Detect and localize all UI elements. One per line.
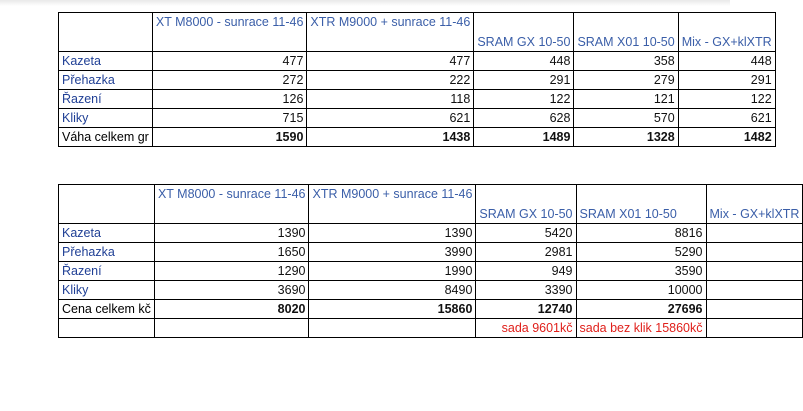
value-cell: 621 — [307, 109, 474, 128]
total-value: 1438 — [307, 128, 474, 147]
value-cell: 2981 — [476, 243, 576, 262]
total-value: 8020 — [154, 300, 309, 319]
total-value: 27696 — [576, 300, 706, 319]
total-label: Váha celkem gr — [59, 128, 153, 147]
table-row — [59, 90, 776, 109]
value-cell: 8816 — [576, 224, 706, 243]
note-cell — [154, 319, 309, 338]
value-cell: 477 — [152, 52, 307, 71]
value-cell: 118 — [307, 90, 474, 109]
value-cell: 448 — [678, 52, 775, 71]
value-cell: 5420 — [476, 224, 576, 243]
table-row — [59, 281, 803, 300]
table-row — [59, 243, 803, 262]
note-cell — [706, 319, 803, 338]
row-label: Přehazka — [59, 71, 153, 90]
value-cell: 126 — [152, 90, 307, 109]
header-cell-sram-x01: SRAM X01 10-50 — [574, 13, 678, 52]
total-value: 12740 — [476, 300, 576, 319]
value-cell: 279 — [574, 71, 678, 90]
value-cell: 1290 — [154, 262, 309, 281]
row-label: Řazení — [59, 90, 153, 109]
total-row — [59, 300, 803, 319]
notes-row — [59, 319, 803, 338]
value-cell: 358 — [574, 52, 678, 71]
value-cell — [706, 262, 803, 281]
total-label: Cena celkem kč — [59, 300, 155, 319]
total-value — [706, 300, 803, 319]
value-cell — [706, 281, 803, 300]
row-label: Kazeta — [59, 224, 155, 243]
value-cell: 570 — [574, 109, 678, 128]
header-cell-xt-m8000: XT M8000 - sunrace 11-46 — [154, 185, 309, 224]
header-cell-mix: Mix - GX+klXTR — [678, 13, 775, 52]
value-cell: 448 — [474, 52, 574, 71]
header-row — [59, 185, 803, 224]
header-cell-xtr-m9000: XTR M9000 + sunrace 11-46 — [309, 185, 476, 224]
row-label: Kliky — [59, 281, 155, 300]
value-cell: 715 — [152, 109, 307, 128]
value-cell: 477 — [307, 52, 474, 71]
value-cell — [706, 224, 803, 243]
value-cell: 8490 — [309, 281, 476, 300]
table-row — [59, 262, 803, 281]
value-cell: 1390 — [154, 224, 309, 243]
value-cell: 3590 — [576, 262, 706, 281]
value-cell: 291 — [678, 71, 775, 90]
header-cell-xt-m8000: XT M8000 - sunrace 11-46 — [152, 13, 307, 52]
value-cell: 3390 — [476, 281, 576, 300]
value-cell: 1990 — [309, 262, 476, 281]
value-cell: 1650 — [154, 243, 309, 262]
note-sram-gx: sada 9601kč — [476, 319, 576, 338]
value-cell: 3690 — [154, 281, 309, 300]
value-cell: 628 — [474, 109, 574, 128]
header-cell-xtr-m9000: XTR M9000 + sunrace 11-46 — [307, 13, 474, 52]
value-cell: 122 — [474, 90, 574, 109]
total-row — [59, 128, 776, 147]
total-value: 1482 — [678, 128, 775, 147]
header-cell-sram-gx: SRAM GX 10-50 — [474, 13, 574, 52]
value-cell: 621 — [678, 109, 775, 128]
note-sram-x01: sada bez klik 15860kč — [576, 319, 706, 338]
header-cell-empty — [59, 13, 153, 52]
table-row — [59, 109, 776, 128]
header-cell-empty — [59, 185, 155, 224]
value-cell: 5290 — [576, 243, 706, 262]
value-cell: 3990 — [309, 243, 476, 262]
note-cell — [309, 319, 476, 338]
value-cell: 10000 — [576, 281, 706, 300]
table-row — [59, 224, 803, 243]
header-row — [59, 13, 776, 52]
total-value: 1489 — [474, 128, 574, 147]
row-label: Kliky — [59, 109, 153, 128]
total-value: 1328 — [574, 128, 678, 147]
value-cell: 272 — [152, 71, 307, 90]
value-cell: 291 — [474, 71, 574, 90]
header-cell-mix: Mix - GX+klXTR — [706, 185, 803, 224]
header-cell-sram-x01: SRAM X01 10-50 — [576, 185, 706, 224]
table-row — [59, 52, 776, 71]
price-table — [58, 184, 803, 338]
value-cell: 122 — [678, 90, 775, 109]
value-cell: 949 — [476, 262, 576, 281]
value-cell: 222 — [307, 71, 474, 90]
total-value: 1590 — [152, 128, 307, 147]
total-value: 15860 — [309, 300, 476, 319]
value-cell — [706, 243, 803, 262]
viewer-top-shadow — [0, 0, 730, 6]
table-row — [59, 71, 776, 90]
value-cell: 1390 — [309, 224, 476, 243]
note-cell — [59, 319, 155, 338]
value-cell: 121 — [574, 90, 678, 109]
header-cell-sram-gx: SRAM GX 10-50 — [476, 185, 576, 224]
row-label: Kazeta — [59, 52, 153, 71]
row-label: Řazení — [59, 262, 155, 281]
weight-table — [58, 12, 776, 147]
row-label: Přehazka — [59, 243, 155, 262]
